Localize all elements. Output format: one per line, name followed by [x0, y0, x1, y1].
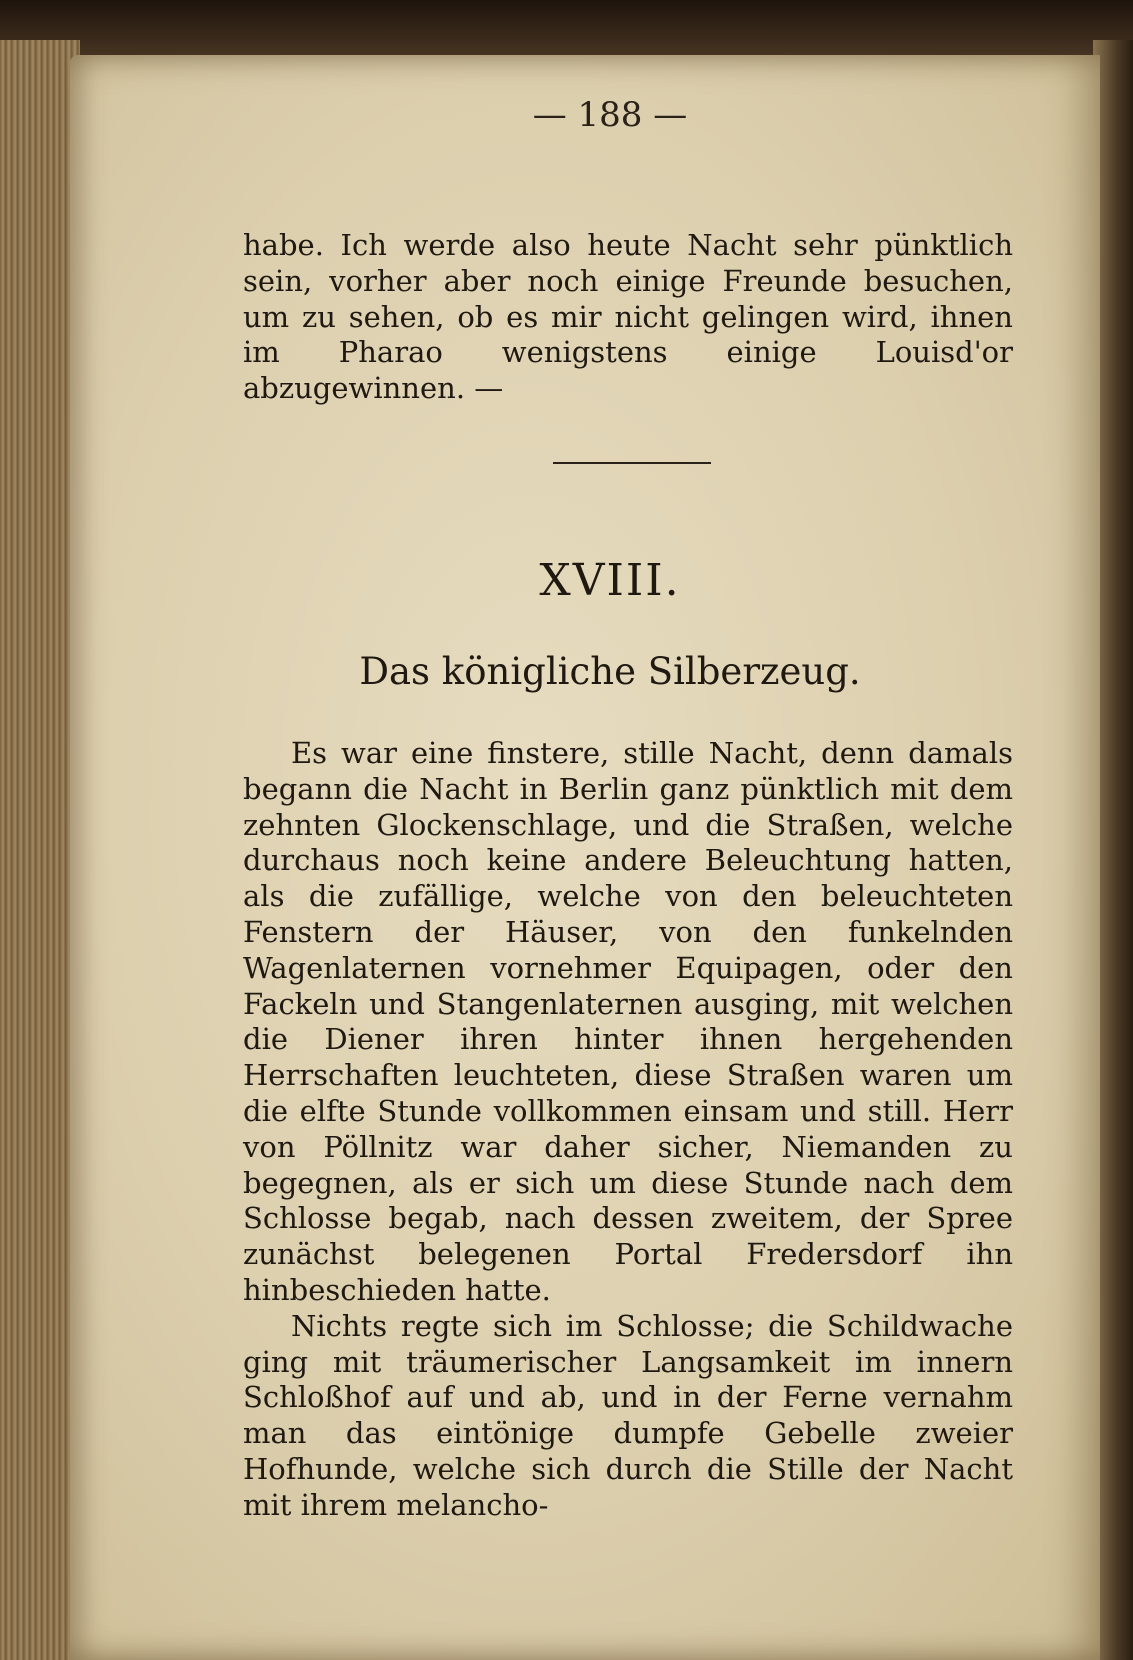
paragraph-1: Es war eine finstere, stille Nacht, denn damals begann die Nacht in Berlin ganz pünktlich mit dem zehnten Glockenschlage, und die Straßen, welche durchaus noch keine andere Beleuchtung hatten, als die zufällige, welche von den beleuchteten Fenstern der Häuser, von den funkelnden Wagenlaternen vornehmer Equipagen, oder den Fackeln und Stangenlaternen ausging, mit welchen die Diener ihren hinter ihnen hergehenden Herrschaften leuchteten, diese Straßen waren um die elfte Stunde vollkommen einsam und still. Herr von Pöllnitz war daher sicher, Niemanden zu begegnen, als er sich um diese Stunde nach dem Schlosse begab, nach dessen zweitem, der Spree zunächst belegenen Portal Fredersdorf ihn hinbeschieden hatte.	[243, 736, 1013, 1307]
page-number: — 188 —	[532, 95, 688, 135]
page-stack-edge	[0, 40, 80, 1660]
section-divider	[553, 462, 711, 464]
chapter-title: Das königliche Silberzeug.	[359, 650, 861, 693]
chapter-number: XVIII.	[539, 555, 681, 606]
chapter-body	[243, 736, 1013, 1524]
book-cover-top	[0, 0, 1133, 60]
top-paragraph: habe. Ich werde also heute Nacht sehr pünktlich sein, vorher aber noch einige Freunde besuchen, um zu sehen, ob es mir nicht gelingen wird, ihnen im Pharao wenigstens einige Louisd'or abzugewinnen. —	[243, 228, 1013, 406]
paragraph-2: Nichts regte sich im Schlosse; die Schildwache ging mit träumerischer Langsamkeit im innern Schloßhof auf und ab, und in der Ferne vernahm man das eintönige dumpfe Gebelle zweier Hofhunde, welche sich durch die Stille der Nacht mit ihrem melancho-	[243, 1308, 1013, 1522]
